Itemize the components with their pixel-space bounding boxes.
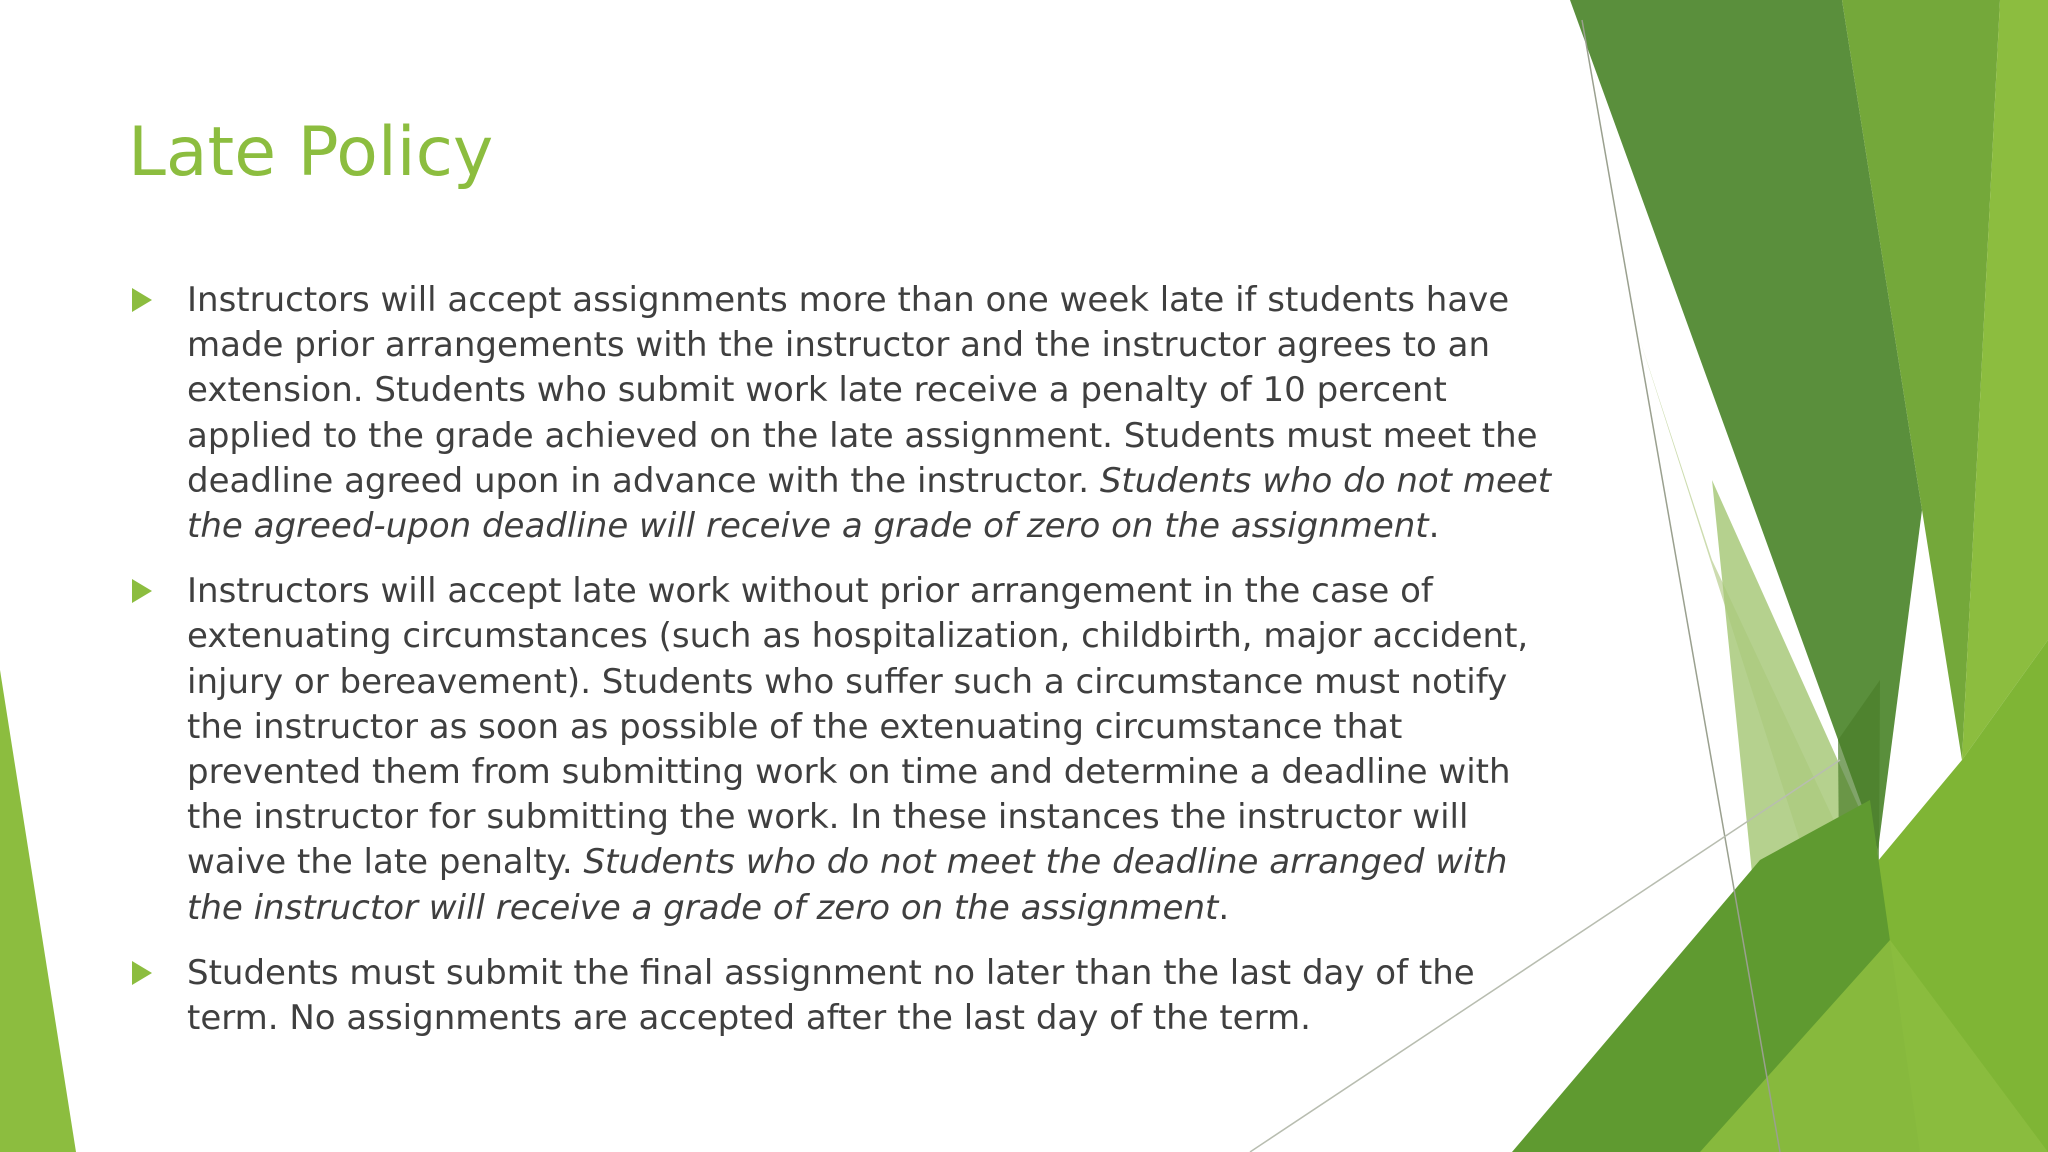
left-green-sliver <box>0 670 76 1152</box>
bullet-triangle-icon <box>132 579 152 603</box>
bullet-list <box>130 278 1560 1061</box>
bullet-text: Students must submit the final assignment no later than the last day of the term. No assignments are accepted after the last day of the term. <box>187 952 1475 1039</box>
bullet-end: . <box>1428 506 1440 547</box>
bullet-text: Instructors will accept late work without prior arrangement in the case of extenuating circumstances (such as hospitalization, childbirth, major accident, injury or bereavement). Students who suffer such a circumstance must notify the instructor as soon as possible of the extenuating circumstance that prevented them from submitting work on time and determine a deadline with the instructor for submitting the work. In these instances the instructor will waive the late penalty. <box>187 571 1529 883</box>
bullet-emphasis: Students who do not meet the deadline arranged with the instructor will receive a grade of zero on the assignment <box>187 842 1508 928</box>
bullet-triangle-icon <box>132 288 152 312</box>
slide-title: Late Policy <box>128 113 494 192</box>
bullet-emphasis: Students who do not meet the agreed-upon deadline will receive a grade of zero on the assignment <box>187 460 1552 547</box>
bullet-end: . <box>1218 887 1230 928</box>
bullet-triangle-icon <box>132 961 152 985</box>
bullet-item <box>130 278 1560 549</box>
bullet-item <box>130 569 1560 931</box>
bullet-text: Instructors will accept assignments more than one week late if students have made prior arrangements with the instructor and the instructor agrees to an extension. Students who submit work late receive a penalty of 10 percent applied to the grade achieved on the late assignment. Students must meet the deadline agreed upon in advance with the instructor. <box>187 280 1538 501</box>
bullet-item <box>130 951 1560 1041</box>
